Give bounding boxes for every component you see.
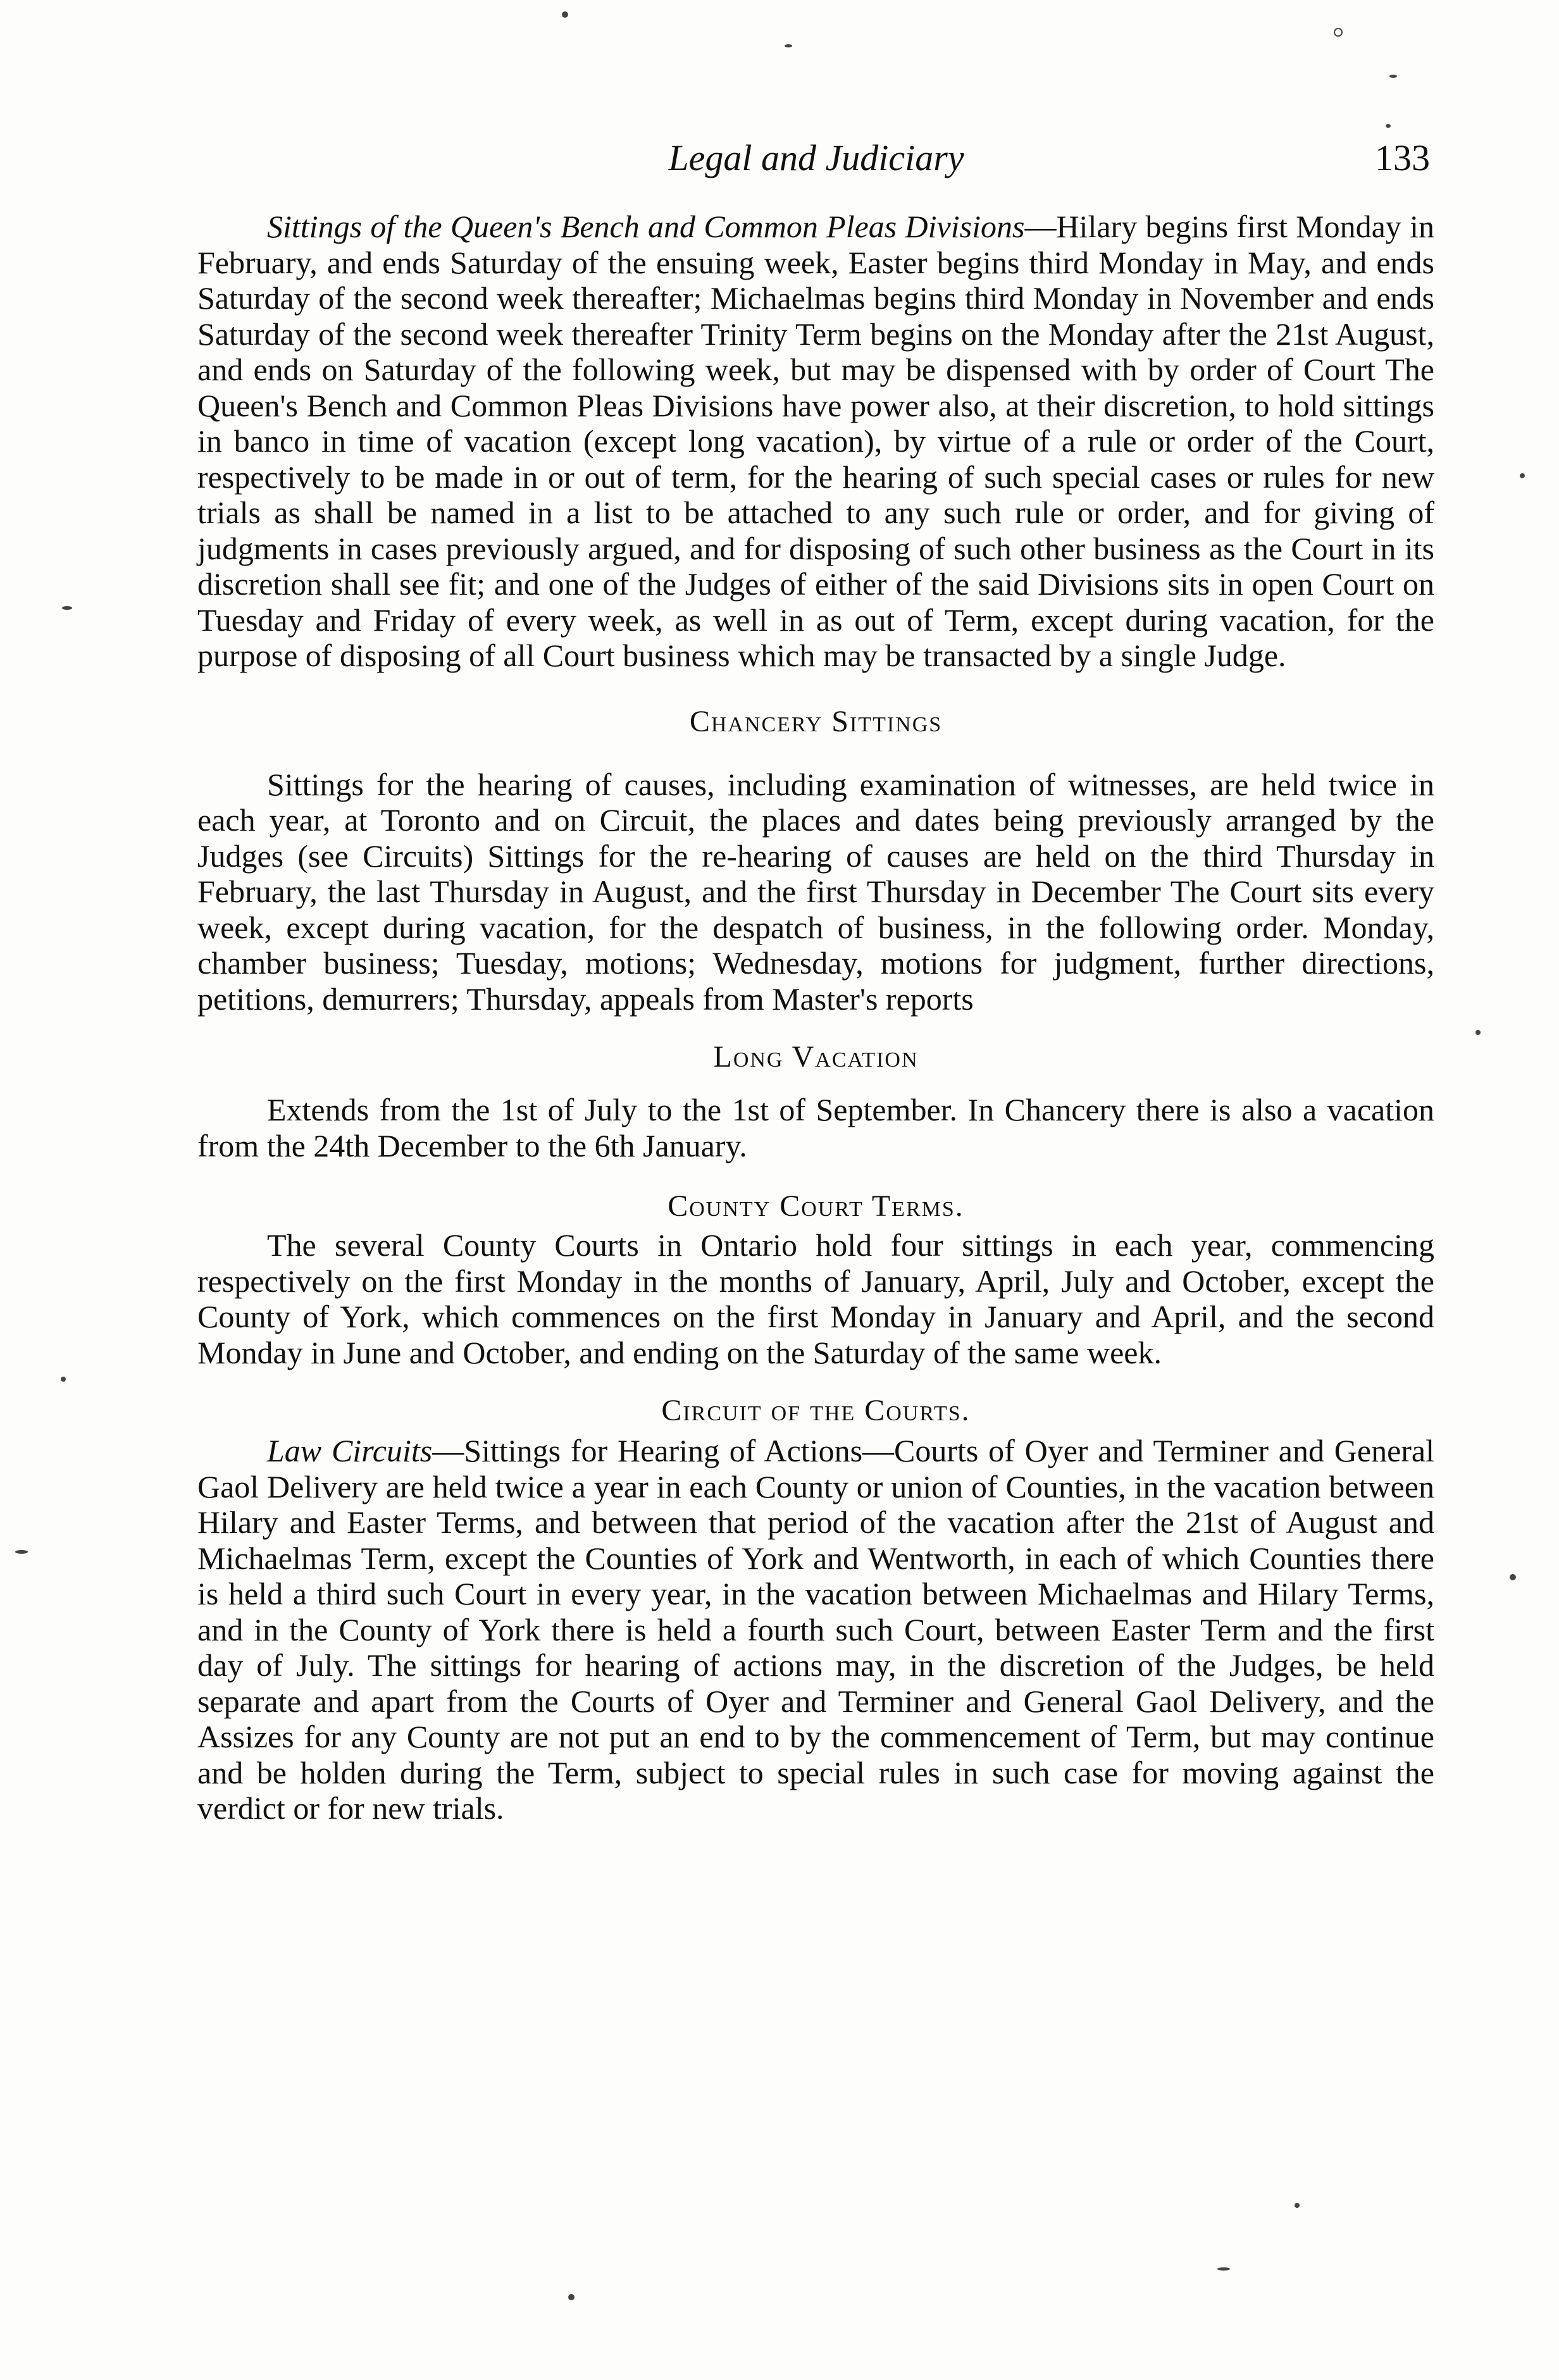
- circuit-heading: Circuit of the Courts.: [661, 1394, 971, 1427]
- county-court-heading: County Court Terms.: [668, 1189, 964, 1223]
- long-vacation-paragraph: Extends from the 1st of July to the 1st of September. In Chancery there is also a vacation from the 24th December to the 6th January.: [197, 1092, 1434, 1163]
- scan-speck: [62, 606, 72, 610]
- county-court-paragraph: The several County Courts in Ontario hold four sittings in each year, commencing respectively on the first Monday in the months of January, April, July and October, except the County of York, which commences on the first Monday in January and April, and the second Monday in June and October, and ending on the Saturday of the same week.: [197, 1227, 1434, 1370]
- queens-bench-paragraph: [197, 209, 1434, 674]
- chancery-heading: Chancery Sittings: [689, 704, 943, 738]
- long-vacation-heading: Long Vacation: [713, 1040, 919, 1074]
- scan-speck: [1295, 2203, 1300, 2208]
- scan-speck: [1389, 75, 1397, 78]
- scan-speck: [568, 2294, 575, 2300]
- scan-speck: [562, 11, 568, 18]
- scan-speck: [1334, 28, 1343, 37]
- running-head: [202, 133, 1430, 183]
- queens-bench-lead: Sittings of the Queen's Bench and Common Pleas Divisions: [267, 209, 1025, 244]
- chancery-paragraph: Sittings for the hearing of causes, including examination of witnesses, are held twice in each year, at Toronto and on Circuit, the places and dates being previously arranged by the Judges (see Circuits) Sittings for the re-hearing of causes are held on the third Thursday in February, the last Thursday in August, and the first Thursday in December The Court sits every week, except during vacation, for the despatch of business, in the following order. Monday, chamber business; Tuesday, motions; Wednesday, motions for judgment, further directions, petitions, demurrers; Thursday, appeals from Master's reports: [197, 766, 1434, 1017]
- scan-speck: [1217, 2267, 1230, 2271]
- scan-speck: [61, 1377, 66, 1382]
- body-text: [197, 209, 1434, 1826]
- circuit-text: —Sittings for Hearing of Actions—Courts of Oyer and Terminer and General Gaol Delivery are held twice a year in each County or union of Counties, in the vacation between Hilary and Easter Terms, and between that period of the vacation after the 21st of August and Michaelmas Term, except the Counties of York and Wentworth, in each of which Counties there is held a third such Court in every year, in the vacation between Michaelmas and Hilary Terms, and in the County of York there is held a fourth such Court, between Easter Term and the first day of July. The sittings for hearing of actions may, in the discretion of the Judges, be held separate and apart from the Courts of Oyer and Terminer and General Gaol Delivery, and the Assizes for any County are not put an end to by the commencement of Term, but may continue and be holden during the Term, subject to special rules in such case for moving against the verdict or for new trials.: [197, 1433, 1434, 1826]
- circuit-lead: Law Circuits: [267, 1433, 433, 1468]
- scan-speck: [1520, 473, 1525, 478]
- queens-bench-text: —Hilary begins first Monday in February, and ends Saturday of the ensuing week, Easter begins third Monday in May, and ends Saturday of the second week thereafter; Michaelmas begins third Monday in November and ends Saturday of the second week thereafter Trinity Term begins on the Monday after the 21st August, and ends on Saturday of the following week, but may be dispensed with by order of Court The Queen's Bench and Common Pleas Divisions have power also, at their discretion, to hold sittings in banco in time of vacation (except long vacation), by virtue of a rule or order of the Court, respectively to be made in or out of term, for the hearing of such special cases or rules for new trials as shall be named in a list to be attached to any such rule or order, and for giving of judgments in cases previously argued, and for disposing of such other business as the Court in its discretion shall see fit; and one of the Judges of either of the said Divisions sits in open Court on Tuesday and Friday of every week, as well in as out of Term, except during vacation, for the purpose of disposing of all Court business which may be transacted by a single Judge.: [197, 209, 1434, 673]
- circuit-paragraph: [197, 1433, 1434, 1826]
- scan-speck: [1510, 1574, 1516, 1580]
- running-title: Legal and Judiciary: [668, 137, 964, 178]
- scan-speck: [785, 44, 792, 47]
- page-number: 133: [1375, 137, 1430, 178]
- scan-speck: [1475, 1030, 1481, 1035]
- scan-speck: [1386, 124, 1391, 128]
- scan-speck: [15, 1550, 28, 1554]
